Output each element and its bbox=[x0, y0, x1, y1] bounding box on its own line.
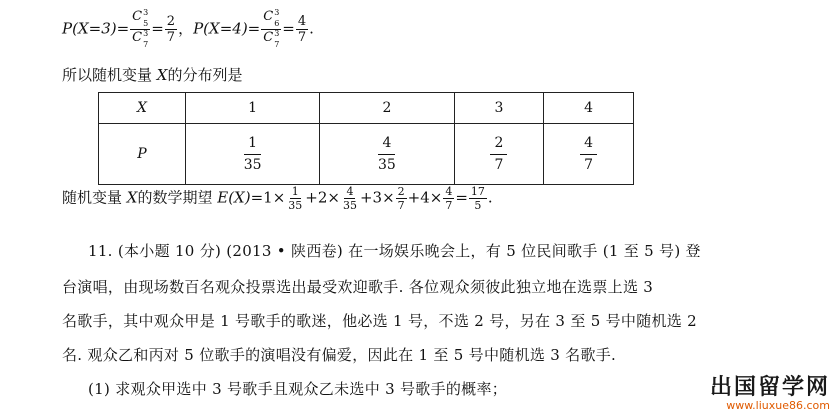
p-value-cell: $\frac{4}{35}$ bbox=[320, 124, 454, 185]
problem-line-3: 名歌手，其中观众甲是 1 号歌手的歌迷，他必选 1 号，不选 2 号，另在 3 至 5 号中随机选 2 bbox=[62, 312, 698, 330]
table-row bbox=[99, 93, 634, 124]
problem-line-1: 11. (本小题 10 分) (2013 • 陕西卷) 在一场娱乐晚会上，有 5 位民间歌手 (1 至 5 号) 登 bbox=[88, 242, 701, 260]
p-value-cell: $\frac{4}{7}$ bbox=[544, 124, 634, 185]
watermark-url: www.liuxue86.com bbox=[726, 399, 830, 412]
p-value-cell: $\frac{2}{7}$ bbox=[454, 124, 544, 185]
table-header-p: P bbox=[99, 124, 186, 185]
p4-result-fraction: $\frac{4}{7}$ bbox=[297, 14, 307, 45]
watermark-logo bbox=[710, 370, 830, 412]
probability-equations-line: P(X=3)= C 3 5 C 3 7 = $\frac{2}{7}$ ，P(X=4)= C 3 6 C 3 7 = $\frac{4}{7}$ . bbox=[62, 8, 314, 49]
distribution-intro: 所以随机变量 X的分布列是 bbox=[62, 66, 243, 84]
problem-question-1: (1) 求观众甲选中 3 号歌手且观众乙未选中 3 号歌手的概率； bbox=[88, 380, 508, 398]
expectation-line: 随机变量 X的数学期望 E(X)=1× $\frac{1}{35}$ +2× $\frac{4}{35}$ +3× $\frac{2}{7}$ +4× $\frac{4}{7}$ = $\frac{17}{5}$ . bbox=[62, 185, 493, 212]
p3-result-fraction: $\frac{2}{7}$ bbox=[166, 14, 176, 45]
x-value-cell: 4 bbox=[544, 93, 634, 124]
p4-combination-fraction: C 3 6 C 3 7 bbox=[263, 8, 280, 49]
problem-line-2: 台演唱，由现场数百名观众投票选出最受欢迎歌手. 各位观众须彼此独立地在选票上选 3 bbox=[62, 278, 654, 296]
p3-lhs: P(X=3)= bbox=[62, 19, 130, 38]
x-value-cell: 3 bbox=[454, 93, 544, 124]
table-row bbox=[99, 124, 634, 185]
watermark-text: 出国留学网 bbox=[709, 375, 830, 400]
problem-line-4: 名. 观众乙和丙对 5 位歌手的演唱没有偏爱，因此在 1 至 5 号中随机选 3 名歌手. bbox=[62, 346, 617, 364]
table-header-x: X bbox=[99, 93, 186, 124]
p-value-cell: $\frac{1}{35}$ bbox=[186, 124, 320, 185]
distribution-table bbox=[98, 92, 634, 185]
x-value-cell: 1 bbox=[186, 93, 320, 124]
x-value-cell: 2 bbox=[320, 93, 454, 124]
p4-lhs: P(X=4)= bbox=[193, 19, 261, 38]
p3-combination-fraction: C 3 5 C 3 7 bbox=[132, 8, 149, 49]
